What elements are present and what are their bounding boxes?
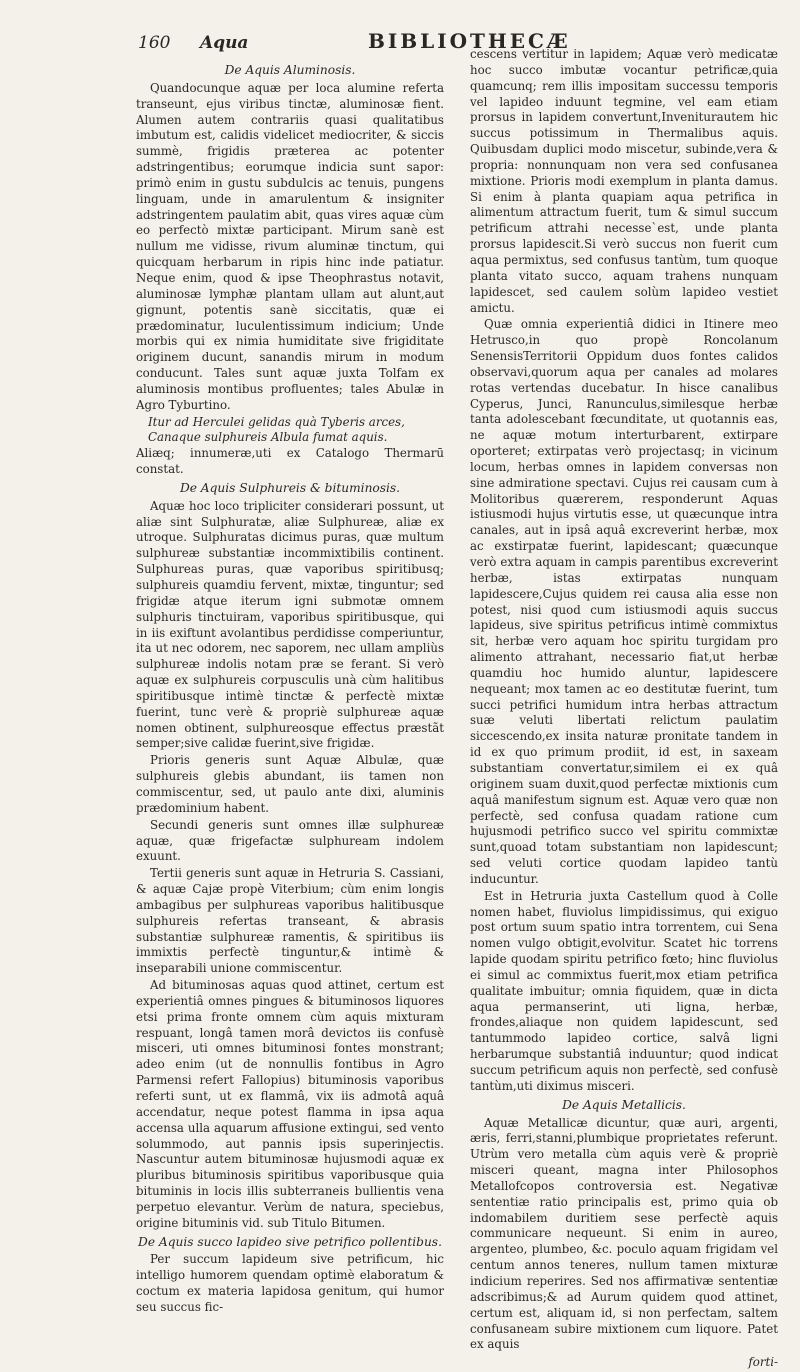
verse-line: Itur ad Herculei gelidas quà Tyberis arces, [148,414,405,429]
page-number: 160 [138,33,171,53]
right-column [470,47,778,1372]
paragraph: Aquæ Metallicæ dicuntur, quæ auri, argenti, æris, ferri,stanni,plumbique proprietates referunt. Utrùm vero metalla cùm aquis verè & propriè misceri queant, magna inter Philosophos Metallofcopos controversia est. Negativæ sententiæ ratio principalis est, primo quia ob indomabilem duritiem sese perfectè aquis communicare nequeunt. Si enim in aureo, argenteo, plumbeo, &c. poculo aquam frigidam vel centum annos teneres, nullum tamen mixturæ indicium reperires. Sed nos affirmativæ sententiæ adscribimus;& ad Aurum quidem quod attinet, certum est, aliquam id, si non perfectam, saltem confusaneam subire mixtionem cum liquore. Patet ex aquis [470,1115,778,1352]
paragraph: Per succum lapideum sive petrificum, hic intelligo humorem quendam optimè elaboratum & coctum ex materia lapidosa genitum, qui humor seu succus fic- [136,1252,444,1314]
verse-line: Canaque sulphureis Albula fumat aquis. [148,430,388,445]
running-word: Aqua [200,33,249,53]
section-heading: De Aquis Aluminosis. [224,63,356,77]
paragraph: Ad bituminosas aquas quod attinet, certum est experientiâ omnes pingues & bituminosos liquores etsi prima fronte omnem cùm aquis mixturam respuant, longâ tamen morâ devictos iis confusè misceri, uti omnes bituminosi fontes monstrant; adeo enim (ut de nonnullis fontibus in Agro Parmensi refert Fallopius) bituminosis vaporibus referti sunt, ut ex flammâ, vix iis admotâ aquâ accendatur, neque potest flamma in ipsa aqua accensa ulla aquarum affusione extingui, sed vento solummodo, aut pannis ipsis superinjectis. Nascuntur autem bituminosæ hujusmodi aquæ ex pluribus bituminosis spiritibus vaporibusque quia bituminis in locis illis subterraneis bullientis vena perpetuo elevantur. Verùm de natura, speciebus, origine bituminis vid. sub Titulo Bitumen. [136,978,444,1230]
paragraph: Prioris generis sunt Aquæ Albulæ, quæ sulphureis glebis abundant, iis tamen non commiscentur, sed, ut paulo ante dixi, aluminis prædominium habent. [136,753,444,815]
section-heading: De Aquis Metallicis. [562,1097,686,1112]
paragraph: cescens vertitur in lapidem; Aquæ verò medicatæ hoc succo imbutæ vocantur petrificæ,quia quamcunq; rem illis impositam successu temporis vel lapideo induunt tegmine, vel eam etiam prorsus in lapidem convertunt,Inveniturautem hic succus potissimum in Thermalibus aquis. Quibusdam duplici modo miscetur, subinde,vera & propria: nonnunquam non vera sed confusanea mixtione. Prioris modi exemplum in planta damus. Si enim à planta quapiam aqua petrifica in alimentum attractum fuerit, tum & simul succum petrificum attrahi necesse`est, unde planta prorsus lapidescit.Si verò succus non fuerit cum aqua permixtus, sed confusus tantùm, tum quoque planta vitato succo, aquam trahens nunquam lapidescet, sed caulem solùm lapideo vestiet amictu. [470,47,778,315]
paragraph: Secundi generis sunt omnes illæ sulphureæ aquæ, quæ frigefactæ sulphuream indolem exuunt. [136,817,444,864]
paragraph: Tertii generis sunt aquæ in Hetruria S. Cassiani, & aquæ Cajæ propè Viterbium; cùm enim longis ambagibus per sulphureas vaporibus halitibusque sulphureis refertas transeant, & abrasis substantiæ sulphureæ ramentis, & spiritibus iis immixtis perfectè tinguntur,& intimè & inseparabili unione commiscentur. [136,866,444,976]
paragraph: Quæ omnia experientiâ didici in Itinere meo Hetrusco,in quo propè Roncolanum SenensisTerritorii Oppidum duos fontes calidos observavi,quorum aqua per canales ad molares rotas vertendas ducebatur. In hisce canalibus Cyperus, Junci, Ranunculus,similesque herbæ tanta adolescebant fœcunditate, ut quotannis eas, ne aquæ motum interturbarent, extirpare oporteret; extirpatas verò projectasq; in vicinum locum, herbas omnes in lapidem conversas non sine admiratione spectavi. Cujus rei causam cum à Molitoribus quærerem, responderunt Aquas istiusmodi hujus virtutis esse, ut quæcunque intra canales, aut in ipsâ aquâ excreverint herbæ, mox ac exstirpatæ fuerint, lapidescant; quæcunque verò extra aquam in campis parentibus excreverint herbæ, istas extirpatas nunquam lapidescere,Cujus quidem rei causa alia esse non potest, nisi quod cum istiusmodi aquis succus lapideus, sive spiritus petrificus intimè commixtus sit, herbæ vero aquam hoc spiritu turgidam pro alimento attrahant, necessario fiat,ut herbæ quamdiu hoc humido aluntur, lapidescere nequeant; mox tamen ac eo destitutæ fuerint, tum succi petrifici humidum intra herbas attractum suæ veluti libertati relictum paulatim siccescendo,ex insita naturæ pronitate tandem in id ex quo primum prodiit, id est, in saxeam substantiam convertatur,similem ei ex quâ originem suam duxit,quod perfectæ mixtionis cum aquâ manifestum signum est. Aquæ vero quæ non perfectè, sed confusa quadam ratione cum hujusmodi petrifico succo vel spiritu commixtæ sunt,quoad totam substantiam non lapidescunt; sed veluti cortice quodam lapideo tantù inducuntur. [470,317,778,886]
catchword: forti- [748,1355,778,1370]
section-heading: De Aquis Sulphureis & bituminosis. [179,480,401,495]
paragraph: Aliæq; innumeræ,uti ex Catalogo Thermarū constat. [136,446,444,477]
paragraph: Est in Hetruria juxta Castellum quod à Colle nomen habet, fluviolus limpidissimus, qui exiguo post ortum suum spatio intra torrentem, cui Sena nomen vulgo obtigit,evolvitur. Scatet hic torrens lapide quodam spiritu petrifico fœto; hinc fluviolus ei simul ac commixtus fuerit,mox etiam petrifica qualitate imbuitur; omnia fiquidem, quæ in dicta aqua permanserint, uti ligna, herbæ, frondes,aliaque non quidem lapidescunt, sed tantummodo lapideo cortice, salvâ ligni herbarumque substantiâ induuntur; quod indicat succum petrificum aquis non perfectè, sed confusè tantùm,uti diximus misceri. [470,888,778,1093]
running-head: BIBLIOTHECÆ [368,29,571,53]
paragraph: Quandocunque aquæ per loca alumine referta transeunt, ejus viribus tinctæ, aluminosæ fient. Alumen autem contrariis quasi qualitatibus imbutum est, calidis videlicet mediocriter, & siccis summè, frigidis præterea ac potenter adstringentibus; eorumque indicia sunt sapor: primò enim in gustu subdulcis ac tenuis, pungens linguam, unde in amarulentum & insigniter adstringentem paulatim abit, quas vires aquæ cùm eo perfectò mixtæ participant. Mirum sanè est nullum me vidisse, rivum aluminæ tinctum, qui quicquam herbarum in ripis hinc inde patiatur. Neque enim, quod & ipse Theophrastus notavit, aluminosæ lymphæ plantam ullam aut alunt,aut gignunt, potentis sanè siccitatis, quæ ei prædominatur, luculentissimum indicium; Unde morbis qui ex nimia humiditate sive frigiditate originem ducunt, sanandis mirum in modum conducunt. Tales sunt aquæ juxta Tolfam ex aluminosis montibus profluentes; tales Abulæ in Agro Tyburtino. [136,80,444,412]
section-heading: De Aquis succo lapideo sive petrifico pollentibus. [138,1234,442,1249]
paragraph: Aquæ hoc loco tripliciter considerari possunt, ut aliæ sint Sulphuratæ, aliæ Sulphureæ, aliæ ex utroque. Sulphuratas dicimus puras, quæ multum sulphureæ substantiæ incommixtibilis continent. Sulphureas puras, quæ vaporibus spiritibusq; sulphureis quamdiu fervent, mixtæ, tinguntur; sed frigidæ atque iterum igni submotæ omnem sulphuris tinctuiram, vaporibus spiritibusque, qui in iis exiftunt avolantibus perdidisse comperiuntur, ita ut nec odorem, nec saporem, nec ullam ampliùs sulphureæ indolis notam præ se ferant. Si verò aquæ ex sulphureis corpusculis unà cùm halitibus spiritibusque intimè tinctæ & perfectè mixtæ fuerint, tunc verè & propriè sulphureæ aquæ nomen obtinent, sulphureosque effectus præstãt semper;sive calidæ fuerint,sive frigidæ. [136,498,444,751]
left-column [136,60,444,1317]
